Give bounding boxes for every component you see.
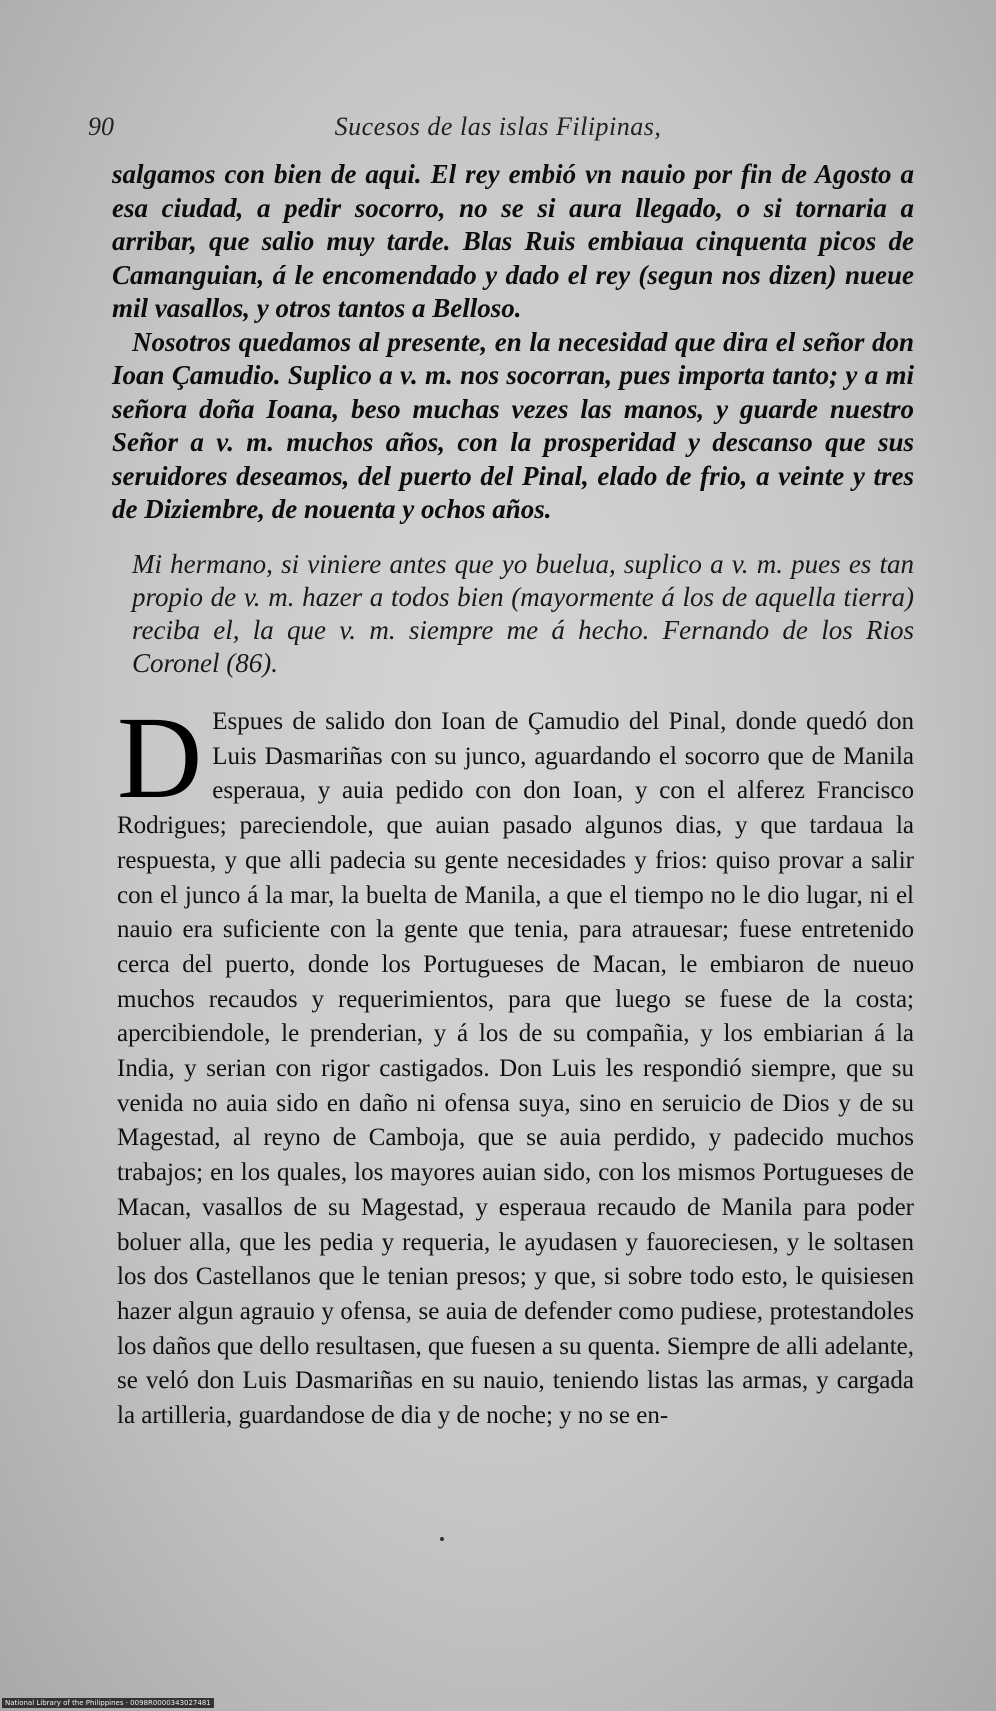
- page-number: 90: [88, 112, 114, 141]
- running-title: Sucesos de las islas Filipinas,: [334, 112, 662, 141]
- drop-cap: D: [117, 692, 203, 823]
- page-header: [88, 112, 908, 152]
- narrative-text: Espues de salido don Ioan de Çamudio del Pinal, donde quedó don Luis Dasmariñas con su junco, aguardando el socorro que de Manila esperaua, y auia pedido con don Ioan, y con el alferez Francisco Rodrigues; pareciendole, que auian pasado algunos dias, y que tardaua la respuesta, y que alli padecia su gente necesidades y frios: quiso provar a salir con el junco á la mar, la buelta de Manila, a que el tiempo no le dio lugar, ni el nauio era suficiente con la gente que tenia, para atrauesar; fuese entretenido cerca del puerto, donde los Portugueses de Macan, le embiaron de nueuo muchos recaudos y requerimientos, para que luego se fuese de la costa; apercibiendole, le prenderian, y á los de su compañia, y los embiarian á la India, y serian con rigor castigados. Don Luis les respondió siempre, que su venida no auia sido en daño ni ofensa suya, sino en seruicio de Dios y de su Magestad, al reyno de Camboja, que se auia perdido, y padecido muchos trabajos; en los quales, los mayores auian sido, con los mismos Portugueses de Macan, vasallos de su Magestad, y esperaua recaudo de Manila para poder boluer alla, que les pedia y requeria, le ayudasen y fauoreciesen, y le soltasen los dos Castellanos que le tenian presos; y que, si sobre todo esto, le quisiesen hazer algun agrauio y ofensa, se auia de defender como pudiese, protestandoles los daños que dello resultasen, que fuesen a su quenta. Siempre de alli adelante, se veló don Luis Dasmariñas en su nauio, teniendo listas las armas, y cargada la artilleria, guardandose de dia y de noche; y no se en-: [117, 708, 914, 1430]
- postscript: [132, 548, 914, 680]
- narrative-paragraph: [117, 692, 914, 1434]
- letter-continuation: [112, 158, 914, 527]
- letter-paragraph-2: Nosotros quedamos al presente, en la necesidad que dira el señor don Ioan Çamudio. Suplico a v. m. nos socorran, pues importa tanto; y a mi señora doña Ioana, beso muchas vezes las manos, y guarde nuestro Señor a v. m. muchos años, con la prosperidad y descanso que sus seruidores deseamos, del puerto del Pinal, elado de frio, a veinte y tres de Diziembre, de nouenta y ochos años.: [112, 326, 914, 524]
- catalog-strip: National Library of the Philippines · 0098R0000343027481: [2, 1698, 214, 1708]
- letter-paragraph-1: salgamos con bien de aqui. El rey embió vn nauio por fin de Agosto a esa ciudad, a pedir socorro, no se si aura llegado, o si tornaria a arribar, que salio muy tarde. Blas Ruis embiaua cinquenta picos de Camanguian, á le encomendado y dado el rey (segun nos dizen) nueue mil vasallos, y otros tantos a Belloso.: [112, 159, 914, 323]
- page-mark: [440, 1537, 444, 1541]
- postscript-text: Mi hermano, si viniere antes que yo buelua, suplico a v. m. pues es tan propio de v. m. hazer a todos bien (mayormente á los de aquella tierra) reciba el, la que v. m. siempre me á hecho. Fernando de los Rios Coronel (86).: [132, 549, 914, 678]
- narrative-section: [117, 692, 914, 1434]
